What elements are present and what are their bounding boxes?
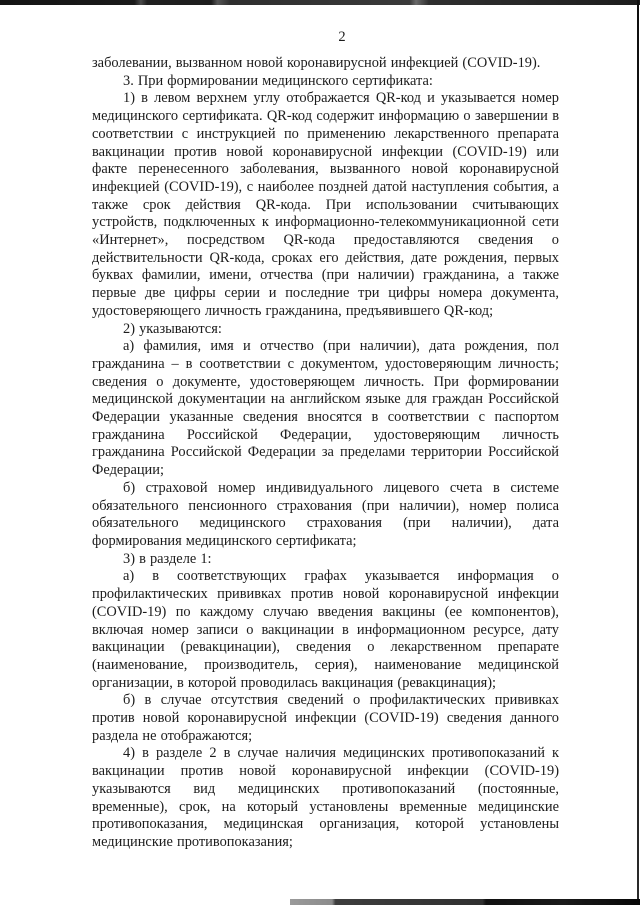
- paragraph-subclause-2b-insurance-numbers: б) страховой номер индивидуального лицевого счета в системе обязательного пенсионного страхования (при наличии), номер полиса обязательного медицинского страхования (при наличии), дата формирования медицинского сертификата;: [92, 479, 559, 549]
- paragraph-subclause-3-section-1: 3) в разделе 1:: [123, 550, 212, 567]
- scan-artifact-right-edge: [637, 0, 639, 905]
- scan-artifact-bottom-edge: [290, 899, 640, 905]
- paragraph-subclause-2: 2) указываются:: [123, 320, 222, 337]
- document-body-text: [92, 55, 559, 852]
- paragraph-clause-3: 3. При формировании медицинского сертификата:: [123, 72, 433, 89]
- scan-artifact-top-edge: [0, 0, 640, 5]
- paragraph-subclause-2a-personal-data: а) фамилия, имя и отчество (при наличии), дата рождения, пол гражданина – в соответствии с документом, удостоверяющим личность; сведения о документе, удостоверяющем личность. При формировании медицинской документации на английском языке для граждан Российской Федерации указанные сведения вносятся в соответствии с паспортом гражданина Российской Федерации, удостоверяющим личность гражданина Российской Федерации за пределами территории Российской Федерации;: [92, 338, 559, 479]
- paragraph-subclause-3a-vaccination-info: а) в соответствующих графах указывается информация о профилактических прививках против новой коронавирусной инфекции (COVID-19) по каждому случаю введения вакцины (ее компонентов), включая номер записи о вакцинации в информационном ресурсе, дату вакцинации (ревакцинации), сведения о лекарственном препарате (наименование, производитель, серия), наименование медицинской организации, в которой проводилась вакцинация (ревакцинация);: [92, 568, 559, 691]
- page-number: 2: [338, 29, 346, 45]
- paragraph-subclause-3b-no-data: б) в случае отсутствия сведений о профилактических прививках против новой коронавирусной инфекции (COVID-19) сведения данного раздела не отображаются;: [92, 692, 559, 744]
- paragraph-continuation: заболевании, вызванном новой коронавирусной инфекцией (COVID-19).: [92, 55, 541, 71]
- paragraph-subclause-1-qr-code: 1) в левом верхнем углу отображается QR-код и указывается номер медицинского сертификата. QR-код содержит информацию о завершении в соответствии с инструкцией по применению лекарственного препарата вакцинации против новой коронавирусной инфекции (COVID-19) или факте перенесенного заболевания, вызванного новой коронавирусной инфекцией (COVID-19), с наиболее поздней датой наступления события, а также срок действия QR-кода. При использовании считывающих устройств, подключенных к информационно-телекоммуникационной сети «Интернет», посредством QR-кода предоставляются сведения о действительности QR-кода, сроках его действия, дате рождения, первых буквах фамилии, имени, отчества (при наличии) гражданина, а также первые две цифры серии и последние три цифры номера документа, удостоверяющего личность гражданина, предъявившего QR-код;: [92, 90, 559, 319]
- paragraph-subclause-4-contraindications: 4) в разделе 2 в случае наличия медицинских противопоказаний к вакцинации против новой коронавирусной инфекции (COVID-19) указываются вид медицинских противопоказаний (постоянные, временные), срок, на который установлены временные медицинские противопоказания, медицинская организация, которой установлены медицинские противопоказания;: [92, 745, 559, 850]
